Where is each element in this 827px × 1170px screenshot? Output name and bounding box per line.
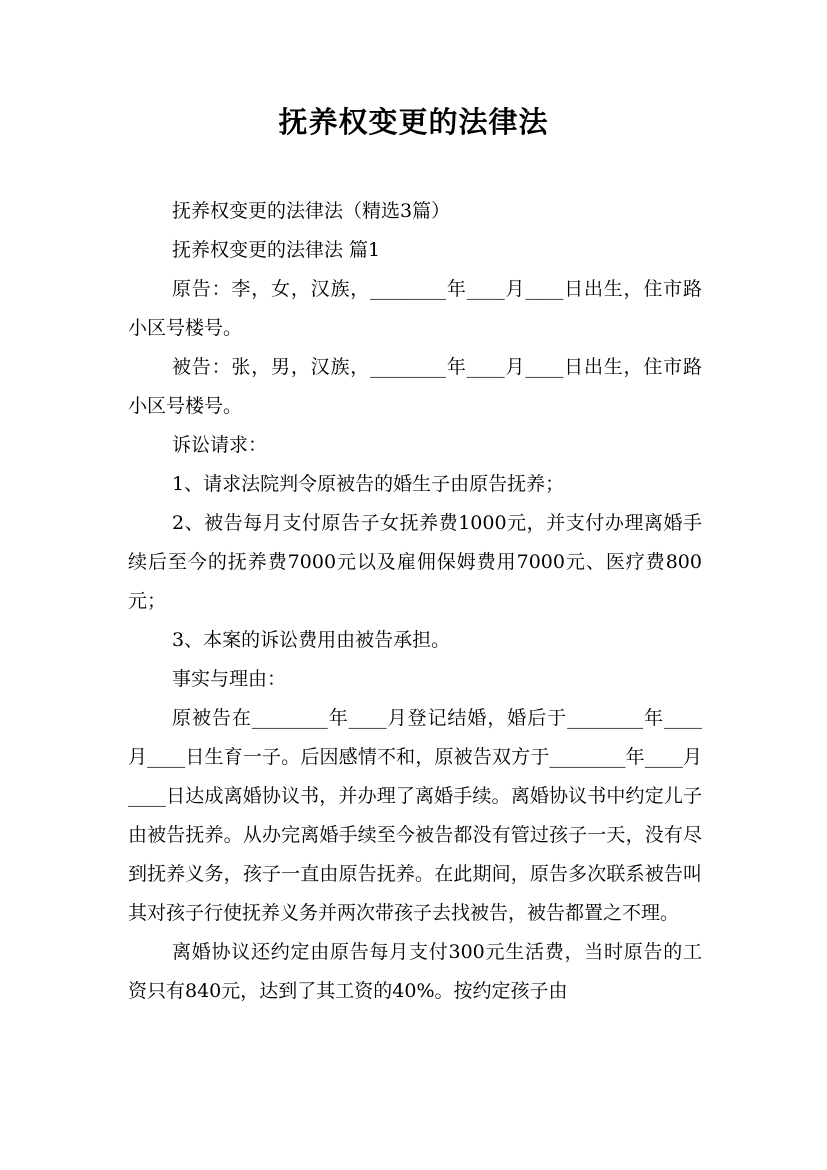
paragraph-claim-3: 3、本案的诉讼费用由被告承担。: [172, 629, 451, 651]
paragraph-claim-2: 2、被告每月支付原告子女抚养费1000元，并支付办理离婚手续后至今的抚养费7000元以及雇佣保姆费用7000元、医疗费800元；: [128, 512, 702, 612]
paragraph-subtitle: 抚养权变更的法律法（精选3篇）: [172, 200, 451, 222]
document-title: 抚养权变更的法律法: [278, 105, 549, 139]
paragraph-facts-heading: 事实与理由：: [172, 668, 287, 690]
paragraph-facts-body: 原被告在________年____月登记结婚，婚后于________年____月____日生育一子。后因感情不和，原被告双方于________年____月____日达成离婚协议书，并办理了离婚手续。离婚协议书中约定儿子由被告抚养。从办完离婚手续至今被告都没有管过孩子一天，没有尽到抚养义务，孩子一直由原告抚养。在此期间，原告多次联系被告叫其对孩子行使抚养义务并两次带孩子去找被告，被告都置之不理。: [128, 707, 702, 924]
paragraph-agreement: 离婚协议还约定由原告每月支付300元生活费，当时原告的工资只有840元，达到了其工资的40%。按约定孩子由: [128, 941, 702, 1002]
document-body: [128, 192, 702, 1011]
paragraph-claim-1: 1、请求法院判令原被告的婚生子由原告抚养；: [172, 473, 565, 495]
paragraph-claims-heading: 诉讼请求：: [172, 434, 268, 456]
paragraph-defendant: 被告：张，男，汉族，________年____月____日出生，住市路小区号楼号。: [128, 356, 702, 417]
paragraph-section-heading: 抚养权变更的法律法 篇1: [172, 239, 381, 261]
paragraph-plaintiff: 原告：李，女，汉族，________年____月____日出生，住市路小区号楼号。: [128, 278, 702, 339]
